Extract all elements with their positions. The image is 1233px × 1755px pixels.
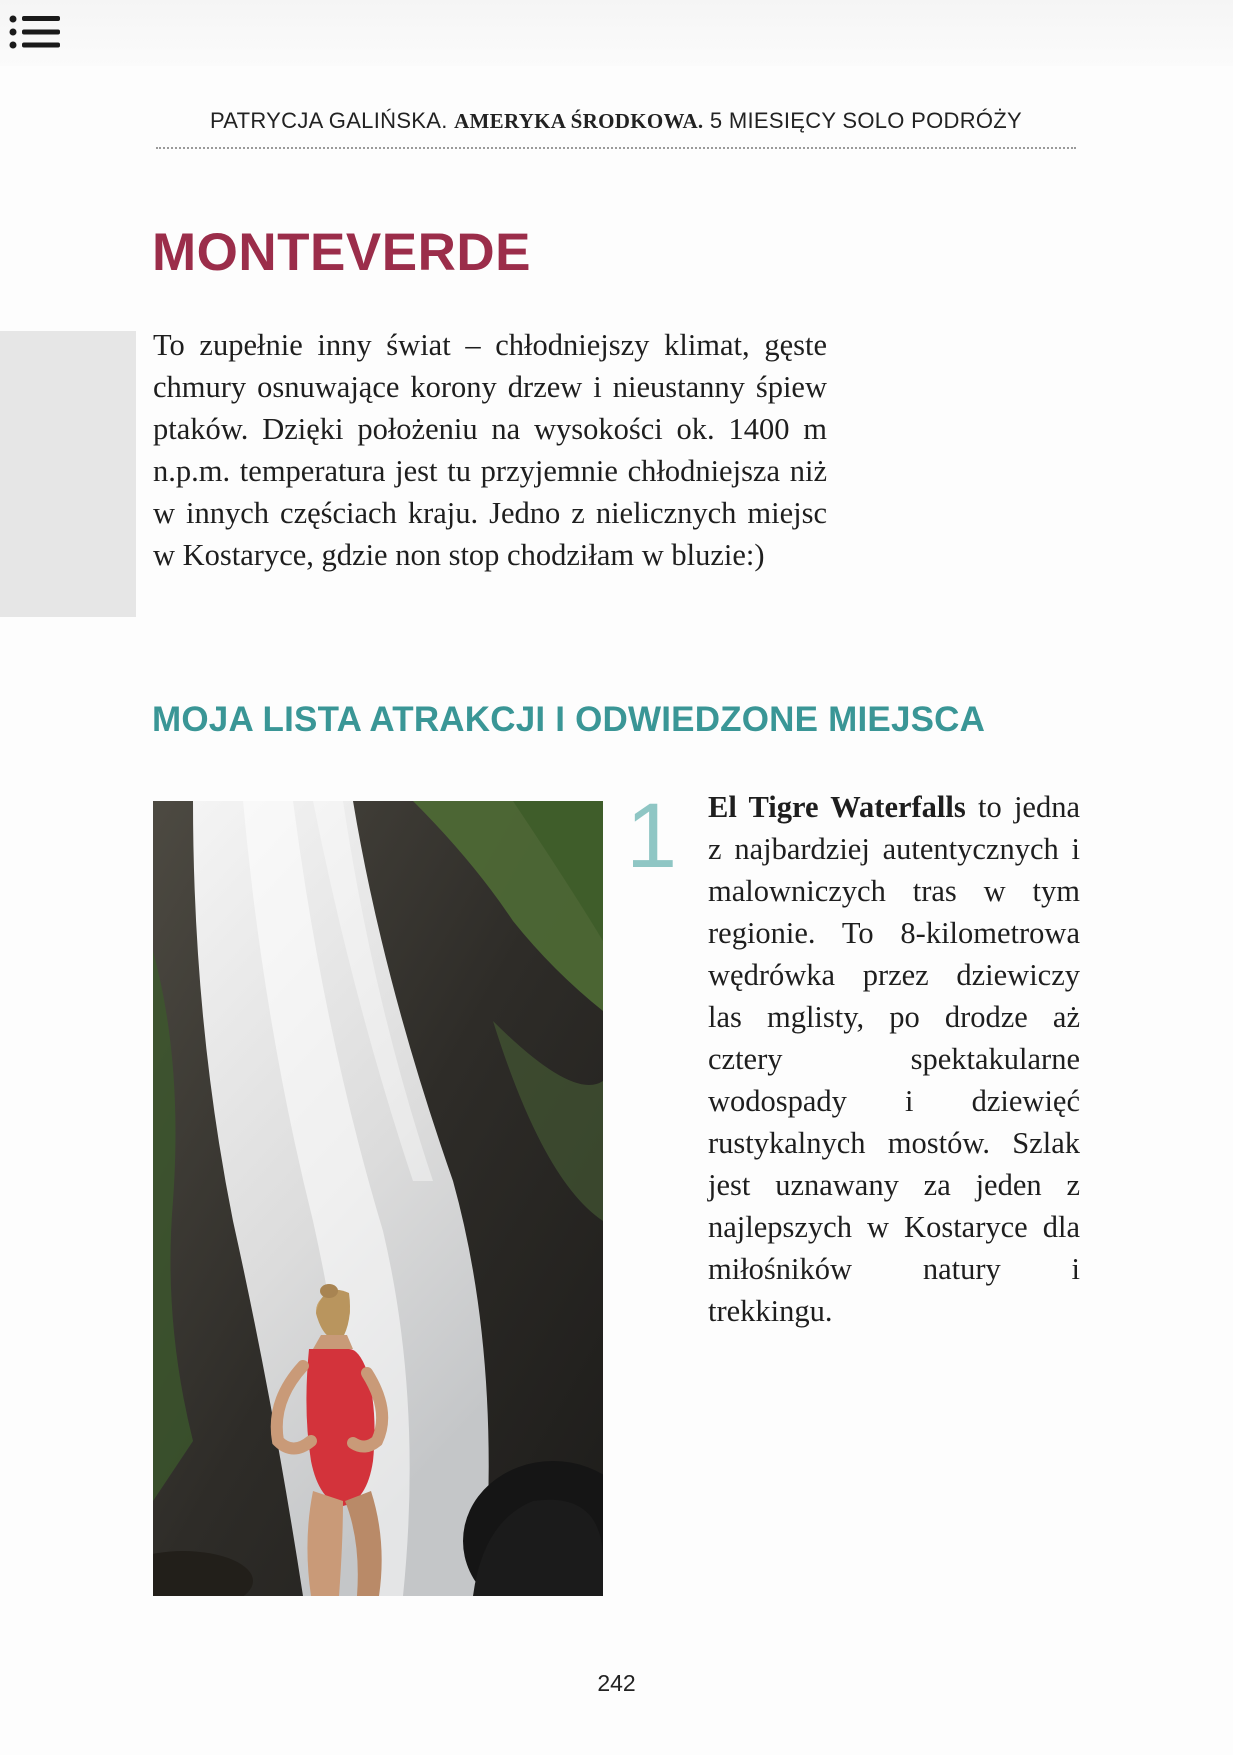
- page-number: 242: [597, 1670, 636, 1696]
- reader-top-bar: [0, 0, 1233, 66]
- table-of-contents-button[interactable]: [8, 12, 64, 52]
- running-header-title: AMERYKA ŚRODKOWA.: [454, 109, 704, 133]
- attraction-number: 1: [626, 785, 678, 887]
- section-heading: MOJA LISTA ATRAKCJI I ODWIEDZONE MIEJSCA: [152, 700, 986, 739]
- page-title: MONTEVERDE: [152, 223, 531, 282]
- header-divider: [156, 147, 1076, 149]
- waterfall-photo: [153, 801, 603, 1596]
- attraction-name: El Tigre Waterfalls: [708, 790, 966, 824]
- attraction-description: [708, 786, 1080, 1332]
- running-header-author: PATRYCJA GALIŃSKA.: [209, 108, 448, 133]
- attraction-text: to jedna z najbardziej autentycznych i malowniczych tras w tym regionie. To 8-kilometrowa wędrówka przez dziewiczy las mglisty, po drodze aż cztery spektakularne wodospady i dziewięć rustykalnych mostów. Szlak jest uznawany za jeden z najlepszych w Kostaryce dla miłośników natury i trekkingu.: [708, 790, 1080, 1328]
- running-header-subtitle: 5 MIESIĘCY SOLO PODRÓŻY: [709, 108, 1023, 133]
- intro-paragraph: To zupełnie inny świat – chłodniejszy klimat, gęste chmury osnuwające korony drzew i nieustanny śpiew ptaków. Dzięki położeniu na wysokości ok. 1400 m n.p.m. temperatura jest tu przyjemnie chłodniejsza niż w innych częściach kraju. Jedno z nielicznych miejsc w Kostaryce, gdzie non stop chodziłam w bluzie:): [153, 328, 827, 572]
- margin-decoration: [0, 331, 136, 617]
- running-header: [156, 108, 1076, 134]
- list-icon: [8, 12, 64, 52]
